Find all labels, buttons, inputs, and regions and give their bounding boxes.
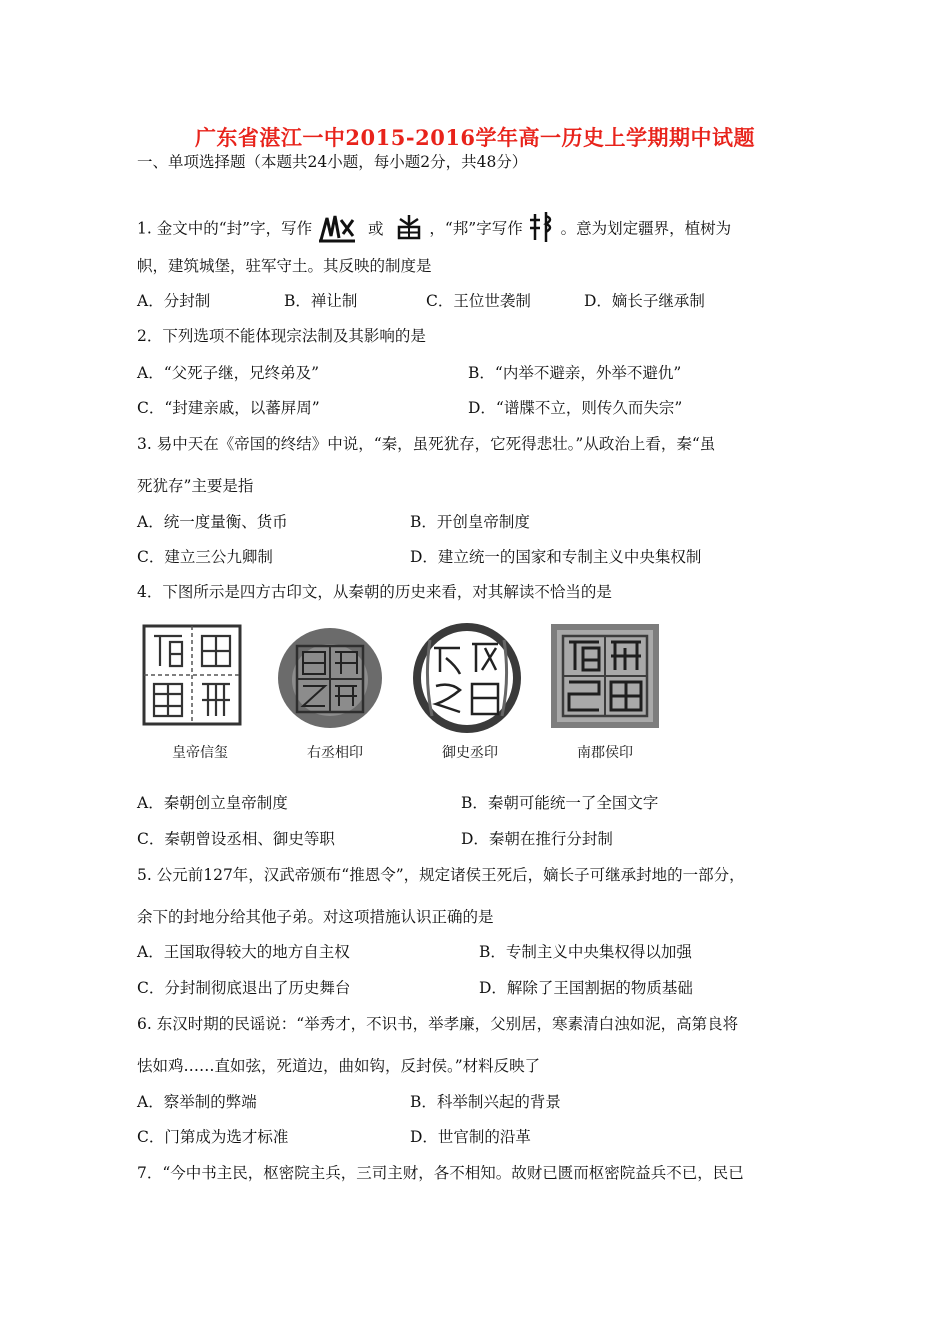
q2-option-d: D．“谱牒不立，则传久而失宗” [468, 399, 683, 417]
q5-option-c: C．分封制彻底退出了历史舞台 [137, 979, 351, 997]
q3-option-c: C．建立三公九卿制 [137, 548, 273, 566]
question-1-line-1 [137, 210, 731, 249]
q6-option-d: D．世官制的沿革 [410, 1128, 531, 1146]
seal-4-image-icon [545, 618, 665, 733]
q3-option-b: B．开创皇帝制度 [410, 513, 530, 531]
bronze-bang-glyph-icon [528, 210, 556, 249]
q4-option-d: D．秦朝在推行分封制 [461, 830, 613, 848]
q1-text-or: 或 [367, 219, 384, 238]
q1-option-c: C．王位世袭制 [426, 292, 531, 310]
seal-figure [140, 618, 680, 768]
question-4-stem: 4．下图所示是四方古印文，从秦朝的历史来看，对其解读不恰当的是 [137, 583, 612, 601]
q4-option-c: C．秦朝曾设丞相、御史等职 [137, 830, 335, 848]
seal-1 [140, 618, 260, 768]
question-1-line-2: 帜，建筑城堡，驻军守土。其反映的制度是 [137, 257, 432, 275]
question-5-line-2: 余下的封地分给其他子弟。对这项措施认识正确的是 [137, 908, 494, 926]
seal-2-image-icon [275, 618, 385, 733]
q1-text-c: 。意为划定疆界，植树为 [560, 219, 732, 238]
question-3-line-2: 死犹存”主要是指 [137, 477, 254, 495]
question-5-line-1: 5. 公元前127年，汉武帝颁布“推恩令”，规定诸侯王死后，嫡长子可继承封地的一部分， [137, 866, 745, 884]
question-6-line-1: 6. 东汉时期的民谣说：“举秀才，不识书，举孝廉，父别居，寒素清白浊如泥，高第良将 [137, 1015, 739, 1033]
q1-option-a: A．分封制 [137, 292, 211, 310]
seal-4 [545, 618, 665, 768]
q5-option-a: A．王国取得较大的地方自主权 [137, 943, 350, 961]
question-2-stem: 2．下列选项不能体现宗法制及其影响的是 [137, 327, 426, 345]
seal-1-caption: 皇帝信玺 [172, 745, 228, 761]
bronze-feng-glyph-1-icon [317, 210, 357, 249]
q6-option-b: B．科举制兴起的背景 [410, 1093, 561, 1111]
page-title: 广东省湛江一中2015-2016学年高一历史上学期期中试题 [194, 125, 756, 150]
q2-option-c: C．“封建亲戚，以蕃屏周” [137, 399, 320, 417]
q1-text-b: ，“邦”字写作 [429, 219, 523, 238]
seal-3-caption: 御史丞印 [442, 745, 498, 761]
q6-option-c: C．门第成为选才标准 [137, 1128, 289, 1146]
seal-2 [275, 618, 395, 768]
seal-2-caption: 右丞相印 [307, 745, 363, 761]
seal-3 [410, 618, 530, 768]
q5-option-b: B．专制主义中央集权得以加强 [479, 943, 692, 961]
q1-option-d: D．嫡长子继承制 [584, 292, 705, 310]
q5-option-d: D．解除了王国割据的物质基础 [479, 979, 693, 997]
q4-option-b: B．秦朝可能统一了全国文字 [461, 794, 659, 812]
question-6-line-2: 怯如鸡……直如弦，死道边，曲如钩，反封侯。”材料反映了 [137, 1057, 541, 1075]
q3-option-d: D．建立统一的国家和专制主义中央集权制 [410, 548, 702, 566]
q3-option-a: A．统一度量衡、货币 [137, 513, 288, 531]
q1-text-a: 1. 金文中的“封”字，写作 [137, 219, 313, 238]
q2-option-a: A．“父死子继，兄终弟及” [137, 364, 320, 382]
bronze-feng-glyph-2-icon [394, 213, 424, 246]
question-3-line-1: 3. 易中天在《帝国的终结》中说，“秦，虽死犹存，它死得悲壮。”从政治上看，秦“虽 [137, 435, 716, 453]
seal-3-image-icon [410, 618, 525, 736]
seal-1-image-icon [140, 618, 245, 733]
question-7-line-1: 7．“今中书主民，枢密院主兵，三司主财，各不相知。故财已匮而枢密院益兵不已，民已 [137, 1164, 744, 1182]
q4-option-a: A．秦朝创立皇帝制度 [137, 794, 288, 812]
q1-option-b: B．禅让制 [284, 292, 358, 310]
seal-4-caption: 南郡侯印 [577, 745, 633, 761]
q6-option-a: A．察举制的弊端 [137, 1093, 257, 1111]
q2-option-b: B．“内举不避亲，外举不避仇” [468, 364, 682, 382]
section-heading: 一、单项选择题（本题共24小题，每小题2分，共48分） [137, 153, 528, 171]
